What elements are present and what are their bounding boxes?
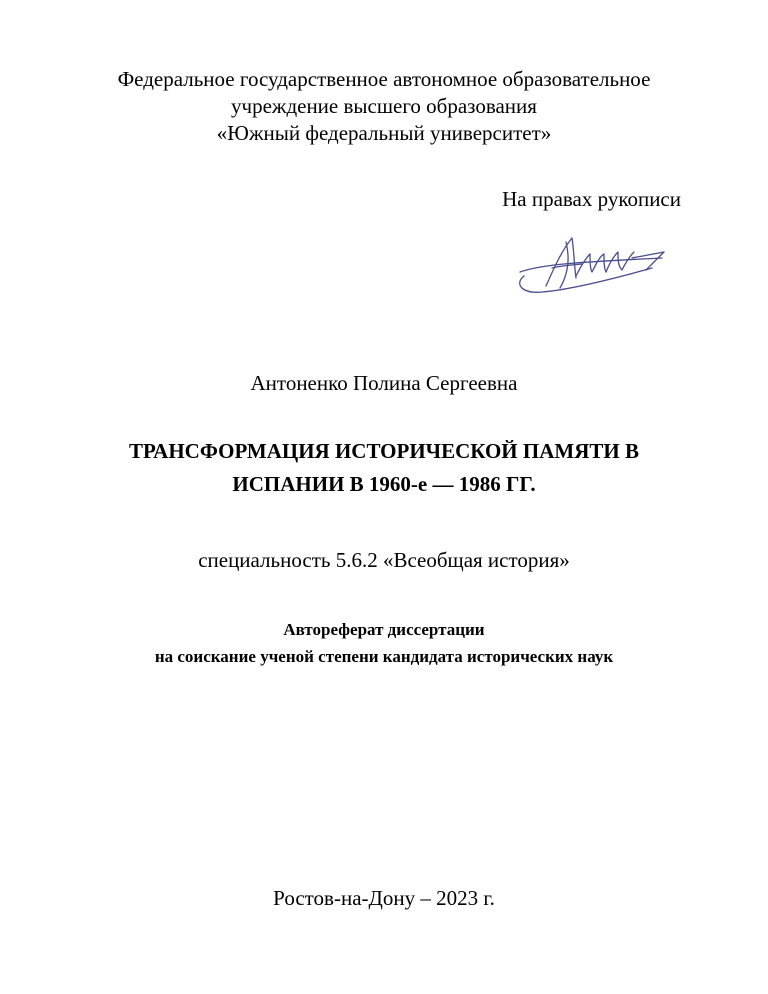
- organization-line-3: «Южный федеральный университет»: [216, 121, 552, 145]
- dissertation-title-line-2: ИСПАНИИ В 1960-е — 1986 ГГ.: [232, 472, 536, 496]
- dissertation-title-line-1: ТРАНСФОРМАЦИЯ ИСТОРИЧЕСКОЙ ПАМЯТИ В: [129, 439, 639, 463]
- place-and-year: Ростов-на-Дону – 2023 г.: [273, 886, 495, 910]
- abstract-label-line-1: Автореферат диссертации: [283, 620, 485, 639]
- author-name: Антоненко Полина Сергеевна: [250, 371, 518, 395]
- manuscript-rights-note: На правах рукописи: [502, 187, 681, 211]
- specialty-line: специальность 5.6.2 «Всеобщая история»: [198, 548, 570, 572]
- abstract-label-line-2: на соискание ученой степени кандидата исторических наук: [154, 647, 614, 666]
- organization-line-1: Федеральное государственное автономное образовательное: [117, 67, 651, 91]
- signature-icon: [512, 228, 672, 300]
- organization-line-2: учреждение высшего образования: [231, 94, 537, 118]
